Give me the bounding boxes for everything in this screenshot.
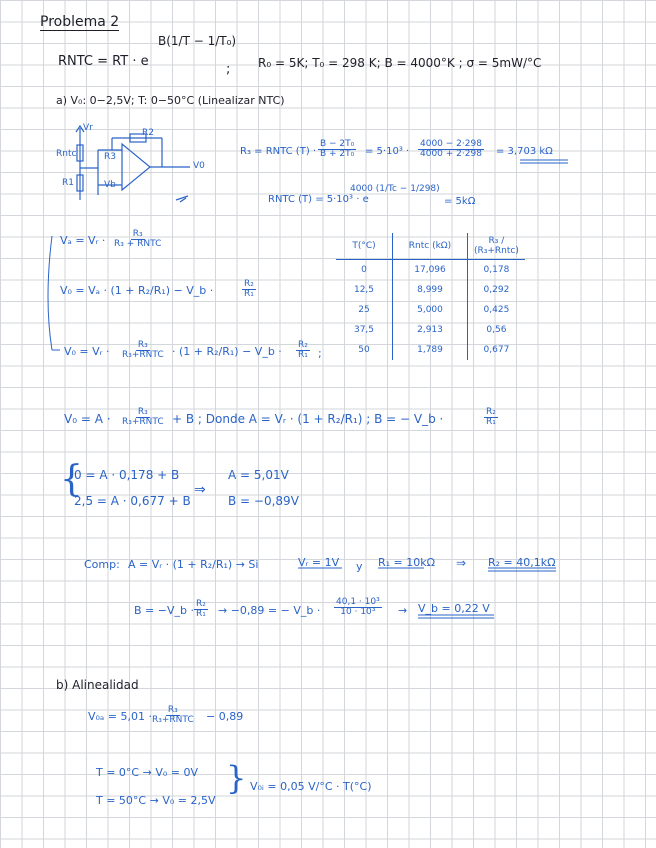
comp-r1: R₁ = 10kΩ — [378, 556, 436, 569]
eq3-fraction-1: R₃ R₃+RNTC — [122, 340, 164, 361]
label-rntc: Rntc — [56, 149, 77, 159]
r3-lhs: R₃ = RNTC (T) · — [240, 146, 317, 157]
cell-rntc: 17,096 — [393, 260, 468, 281]
table-row — [336, 280, 525, 300]
label-vr: Vr — [83, 123, 93, 133]
linear-mid: + B ; Donde A = Vᵣ · (1 + R₂/R₁) ; B = − V_b · — [172, 412, 444, 426]
table-row — [336, 340, 525, 360]
table-row — [336, 300, 525, 320]
cell-rntc: 2,913 — [393, 320, 468, 340]
ntc-equation: RNTC = RT · e — [58, 54, 149, 69]
nonlinearity-fraction: R₃ R₃+RNTC — [152, 705, 194, 726]
b-eq-fraction-1: $\frac{\text{R₂}}{\text{R₁}}$ — [196, 599, 206, 620]
table-row — [336, 320, 525, 340]
rntc-exponent: 4000 (1/Tc − 1/298) — [350, 184, 440, 194]
eq1-fraction: R₃ R₃ + RNTC — [114, 229, 162, 250]
parameters: R₀ = 5K; T₀ = 298 K; B = 4000°K ; σ = 5mW/°C — [258, 56, 542, 70]
cell-ratio: 0,178 — [483, 265, 510, 275]
part-a-heading: a) V₀: 0−2,5V; T: 0−50°C (Linealizar NTC) — [56, 94, 285, 107]
cell-temp: 37,5 — [336, 320, 393, 340]
separator: ; — [226, 62, 231, 77]
r3-fraction-2: $\frac{4000 - 2\cdot 298}{4000 + 2\cdot 298}$ — [420, 139, 482, 160]
eq3-mid: · (1 + R₂/R₁) − V_b · — [172, 345, 282, 358]
cell-rntc: 5,000 — [393, 300, 468, 320]
b-eq-fraction-2: $\frac{\text{40,1 · 10³}}{\text{10 · 10³}}$ — [336, 597, 380, 618]
cell-ratio: 0,677 — [483, 345, 510, 355]
cell-ratio: 0,425 — [483, 305, 510, 315]
exponent-term: B(1/T − 1/T₀) — [158, 34, 237, 48]
label-r3: R3 — [104, 152, 116, 162]
nonlinearity-end: − 0,89 — [206, 710, 244, 723]
b-eq-arrow: → — [398, 604, 408, 617]
label-vb: Vb — [104, 180, 116, 190]
condition-2: T = 50°C → V₀ = 2,5V — [96, 794, 216, 807]
comp-arrow: ⇒ — [456, 556, 467, 570]
comp-vr: Vᵣ = 1V — [298, 556, 340, 569]
system-eq1: 0 = A · 0,178 + B — [74, 468, 180, 482]
linear-fraction-1: R₃ R₃+RNTC — [122, 407, 164, 428]
condition-1: T = 0°C → V₀ = 0V — [96, 766, 198, 779]
eq1-lhs: Vₐ = Vᵣ · — [60, 234, 106, 247]
part-b-heading: b) Alinealidad — [56, 678, 139, 692]
system-arrow: ⇒ — [194, 482, 206, 498]
eq3-lhs: V₀ = Vᵣ · — [64, 345, 110, 358]
cell-temp: 50 — [336, 340, 393, 360]
eq3-end: ; — [318, 347, 322, 360]
vb-result: V_b = 0,22 V — [418, 602, 490, 615]
value-a: A = 5,01V — [228, 468, 289, 482]
table-row — [336, 260, 525, 281]
nonlinearity-result: V₀ᵢ = 0,05 V/°C · T(°C) — [250, 780, 372, 793]
cell-rntc: 8,999 — [393, 280, 468, 300]
r3-fraction-1: $\frac{\text{B − 2T₀}}{\text{B + 2T₀}}$ — [320, 139, 355, 160]
r3-mid: = 5·10³ · — [365, 146, 410, 157]
value-b: B = −0,89V — [228, 494, 299, 508]
cell-temp: 0 — [336, 260, 393, 281]
col-ratio: R₃ / (R₃+Rntc) — [468, 233, 525, 260]
eq2-lhs: V₀ = Vₐ · (1 + R₂/R₁) − V_b · — [60, 284, 214, 297]
label-v0: V0 — [193, 161, 205, 171]
condition-brace: } — [226, 759, 247, 797]
label-r2: R2 — [142, 128, 154, 138]
label-r1: R1 — [62, 178, 74, 188]
rntc-lhs: RNTC (T) = 5·10³ · e — [268, 194, 369, 205]
problem-title: Problema 2 — [40, 14, 120, 30]
comp-label: Comp: — [84, 558, 120, 571]
comp-r2: R₂ = 40,1kΩ — [488, 556, 556, 569]
cell-ratio: 0,292 — [483, 285, 510, 295]
rntc-result: = 5kΩ — [444, 196, 476, 207]
cell-temp: 25 — [336, 300, 393, 320]
system-brace: { — [60, 459, 83, 500]
col-temp: T(°C) — [336, 233, 393, 260]
eq3-fraction-2: $\frac{\text{R₂}}{\text{R₁}}$ — [298, 340, 308, 361]
table-header-row — [336, 233, 525, 260]
cell-temp: 12,5 — [336, 280, 393, 300]
linear-lhs: V₀ = A · — [64, 412, 111, 426]
comp-expr: A = Vᵣ · (1 + R₂/R₁) → Si — [128, 558, 259, 571]
ntc-table — [336, 233, 525, 360]
linear-fraction-2: $\frac{\text{R₂}}{\text{R₁}}$ — [486, 407, 496, 428]
b-eq-lhs: B = −V_b · — [134, 604, 194, 617]
r3-result: = 3,703 kΩ — [496, 146, 553, 157]
system-eq2: 2,5 = A · 0,677 + B — [74, 494, 191, 508]
cell-ratio: 0,56 — [486, 325, 507, 335]
nonlinearity-lhs: V₀ₐ = 5,01 · — [88, 710, 152, 723]
cell-rntc: 1,789 — [393, 340, 468, 360]
b-eq-mid: → −0,89 = − V_b · — [218, 604, 321, 617]
col-rntc: Rntc (kΩ) — [393, 233, 468, 260]
comp-y: y — [356, 560, 363, 573]
eq2-fraction: $\frac{\text{R₂}}{\text{R₁}}$ — [244, 279, 254, 300]
